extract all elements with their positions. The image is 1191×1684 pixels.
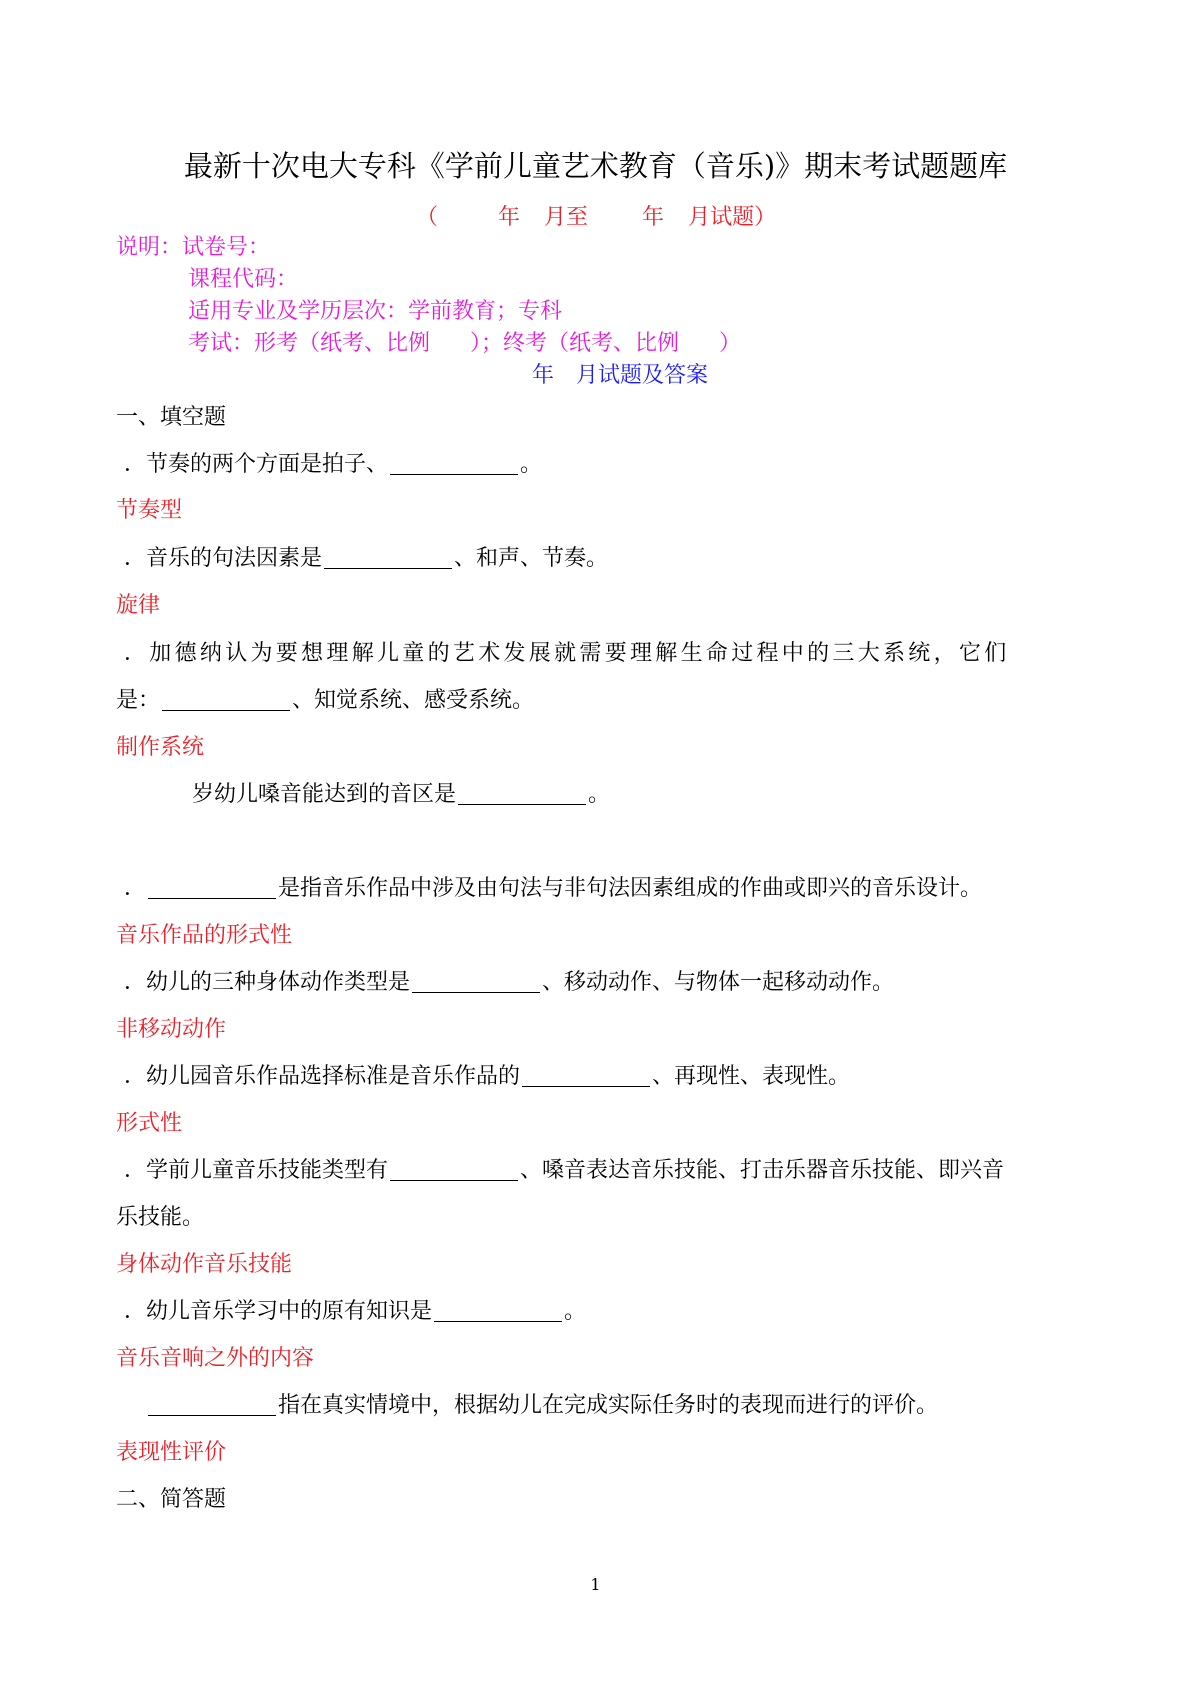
answer-10: 表现性评价: [116, 1440, 227, 1465]
answer-5: 音乐作品的形式性: [116, 923, 293, 948]
answer-blank: [162, 686, 290, 711]
date-line: （ 年 月至 年 月试题）: [416, 205, 777, 230]
answer-blank: [522, 1062, 650, 1087]
major-level: 适用专业及学历层次：学前教育；专科: [188, 299, 563, 324]
question-6: ．幼儿的三种身体动作类型是 、移动动作、与物体一起移动动作。: [124, 970, 895, 995]
question-2: ．音乐的句法因素是 、和声、节奏。: [124, 546, 609, 571]
answer-7: 形式性: [116, 1111, 183, 1136]
question-8-line-2: 乐技能。: [116, 1205, 205, 1230]
answer-blank: [390, 1156, 518, 1181]
section-short-heading: 二、简答题: [116, 1487, 227, 1512]
question-5: ． 是指音乐作品中涉及由句法与非句法因素组成的作曲或即兴的音乐设计。: [124, 876, 983, 901]
answer-blank: [434, 1297, 562, 1322]
answer-8: 身体动作音乐技能: [116, 1252, 293, 1277]
answer-blank: [148, 874, 276, 899]
section-fill-heading: 一、填空题: [116, 405, 227, 430]
answer-3: 制作系统: [116, 735, 205, 760]
answer-blank: [390, 450, 518, 475]
question-10: 指在真实情境中，根据幼儿在完成实际任务时的表现而进行的评价。: [146, 1388, 938, 1419]
answer-blank: [458, 780, 586, 805]
question-7: ．幼儿园音乐作品选择标准是音乐作品的 、再现性、表现性。: [124, 1064, 851, 1089]
answer-blank: [148, 1391, 276, 1416]
answer-6: 非移动动作: [116, 1017, 227, 1042]
answer-1: 节奏型: [116, 498, 183, 523]
question-4: 岁幼儿嗓音能达到的音区是 。: [192, 782, 611, 807]
exam-format: 考试：形考（纸考、比例 ）；终考（纸考、比例 ）: [188, 331, 742, 356]
answer-9: 音乐音响之外的内容: [116, 1346, 315, 1371]
page-title: 最新十次电大专科《学前儿童艺术教育（音乐)》期末考试题题库: [183, 149, 1008, 183]
year-line: 年 月试题及答案: [532, 363, 709, 388]
question-3-line-2: 是： 、知觉系统、感受系统。: [116, 688, 535, 713]
question-9: ．幼儿音乐学习中的原有知识是 。: [124, 1299, 587, 1324]
answer-2: 旋律: [116, 593, 161, 618]
page-number: 1: [590, 1575, 601, 1594]
course-code: 课程代码：: [188, 267, 299, 292]
question-3-line-1: ．加德纳认为要想理解儿童的艺术发展就需要理解生命过程中的三大系统，它们: [124, 641, 1010, 666]
question-8-line-1: ．学前儿童音乐技能类型有 、嗓音表达音乐技能、打击乐器音乐技能、即兴音: [124, 1158, 1005, 1183]
question-1: ．节奏的两个方面是拍子、 。: [124, 452, 543, 477]
answer-blank: [412, 968, 540, 993]
answer-blank: [324, 544, 452, 569]
notes-label: 说明：试卷号：: [116, 235, 271, 260]
